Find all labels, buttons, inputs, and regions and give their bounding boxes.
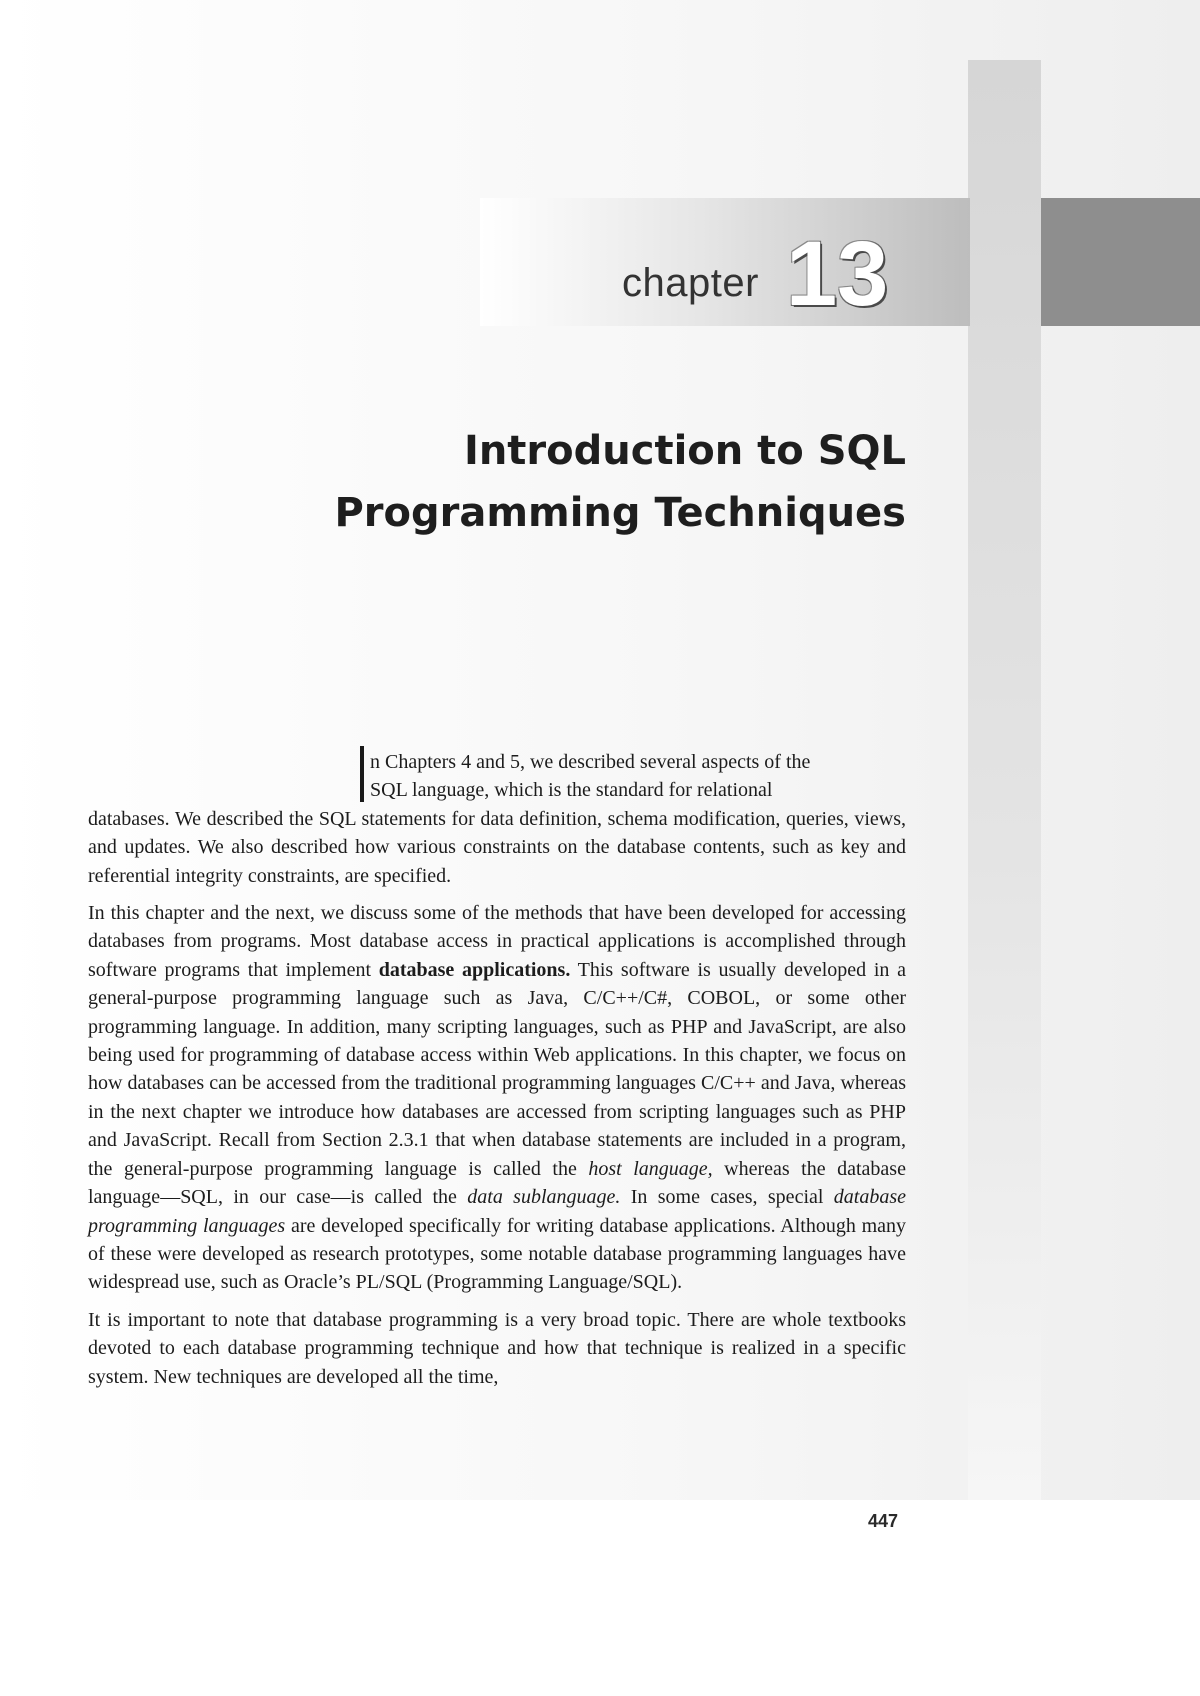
- para2-text-4: In some cases, special: [620, 1186, 834, 1209]
- term-database-applications: database applications.: [378, 958, 571, 981]
- chapter-title-line-2: Programming Techniques: [334, 490, 906, 536]
- body-text: [88, 748, 906, 1400]
- page-number: 447: [868, 1511, 899, 1531]
- chapter-title: [334, 420, 906, 544]
- vertical-gray-band: [968, 60, 1041, 1500]
- intro-paragraph: [88, 748, 906, 890]
- term-database-programming-languages: database programming languages: [88, 1186, 907, 1237]
- term-host-language: host language,: [588, 1157, 713, 1180]
- paragraph-2: [88, 899, 906, 1297]
- intro-line-1: n Chapters 4 and 5, we described several aspects of the: [370, 751, 811, 773]
- para2-text-5: are developed specifically for writing database applications. Although many of these were developed as research prototypes, some notable database programming languages have widespread use, such as Oracle’s PL/SQL (Programming Language/SQL).: [88, 1214, 907, 1294]
- paragraph-3: It is important to note that database programming is a very broad topic. There are whole textbooks devoted to each database programming technique and how that technique is realized in a specific system. New techniques are developed all the time,: [88, 1308, 906, 1388]
- para2-text-1: In this chapter and the next, we discuss some of the methods that have been developed for accessing databases from programs. Most database access in practical applications is accomplished through software programs that implement: [88, 902, 906, 981]
- intro-line-2: SQL language, which is the standard for relational: [370, 779, 773, 802]
- chapter-number: 13: [786, 223, 889, 325]
- chapter-header-band-edge: [1041, 198, 1200, 326]
- intro-rest: databases. We described the SQL statements for data definition, schema modification, queries, views, and updates. We also described how various constraints on the database contents, such as key and referential integrity constraints, are specified.: [88, 807, 906, 887]
- term-data-sublanguage: data sublanguage.: [467, 1186, 621, 1209]
- chapter-title-line-1: Introduction to SQL: [463, 428, 906, 474]
- para2-text-3: whereas the database language—SQL, in our case—is called the: [88, 1157, 906, 1209]
- drop-cap: [360, 746, 366, 804]
- para2-text-2: This software is usually developed in a general-purpose programming language such as Java, C/C++/C#, COBOL, or some other programming language. In addition, many scripting languages, such as PHP and JavaScript, are also being used for programming of database access within Web applications. In this chapter, we focus on how databases can be accessed from the traditional programming languages C/C++ and Java, whereas in the next chapter we introduce how databases are accessed from scripting languages such as PHP and JavaScript. Recall from Section 2.3.1 that when database statements are included in a program, the general-purpose programming language is called the: [88, 958, 906, 1180]
- chapter-label: chapter: [622, 261, 759, 305]
